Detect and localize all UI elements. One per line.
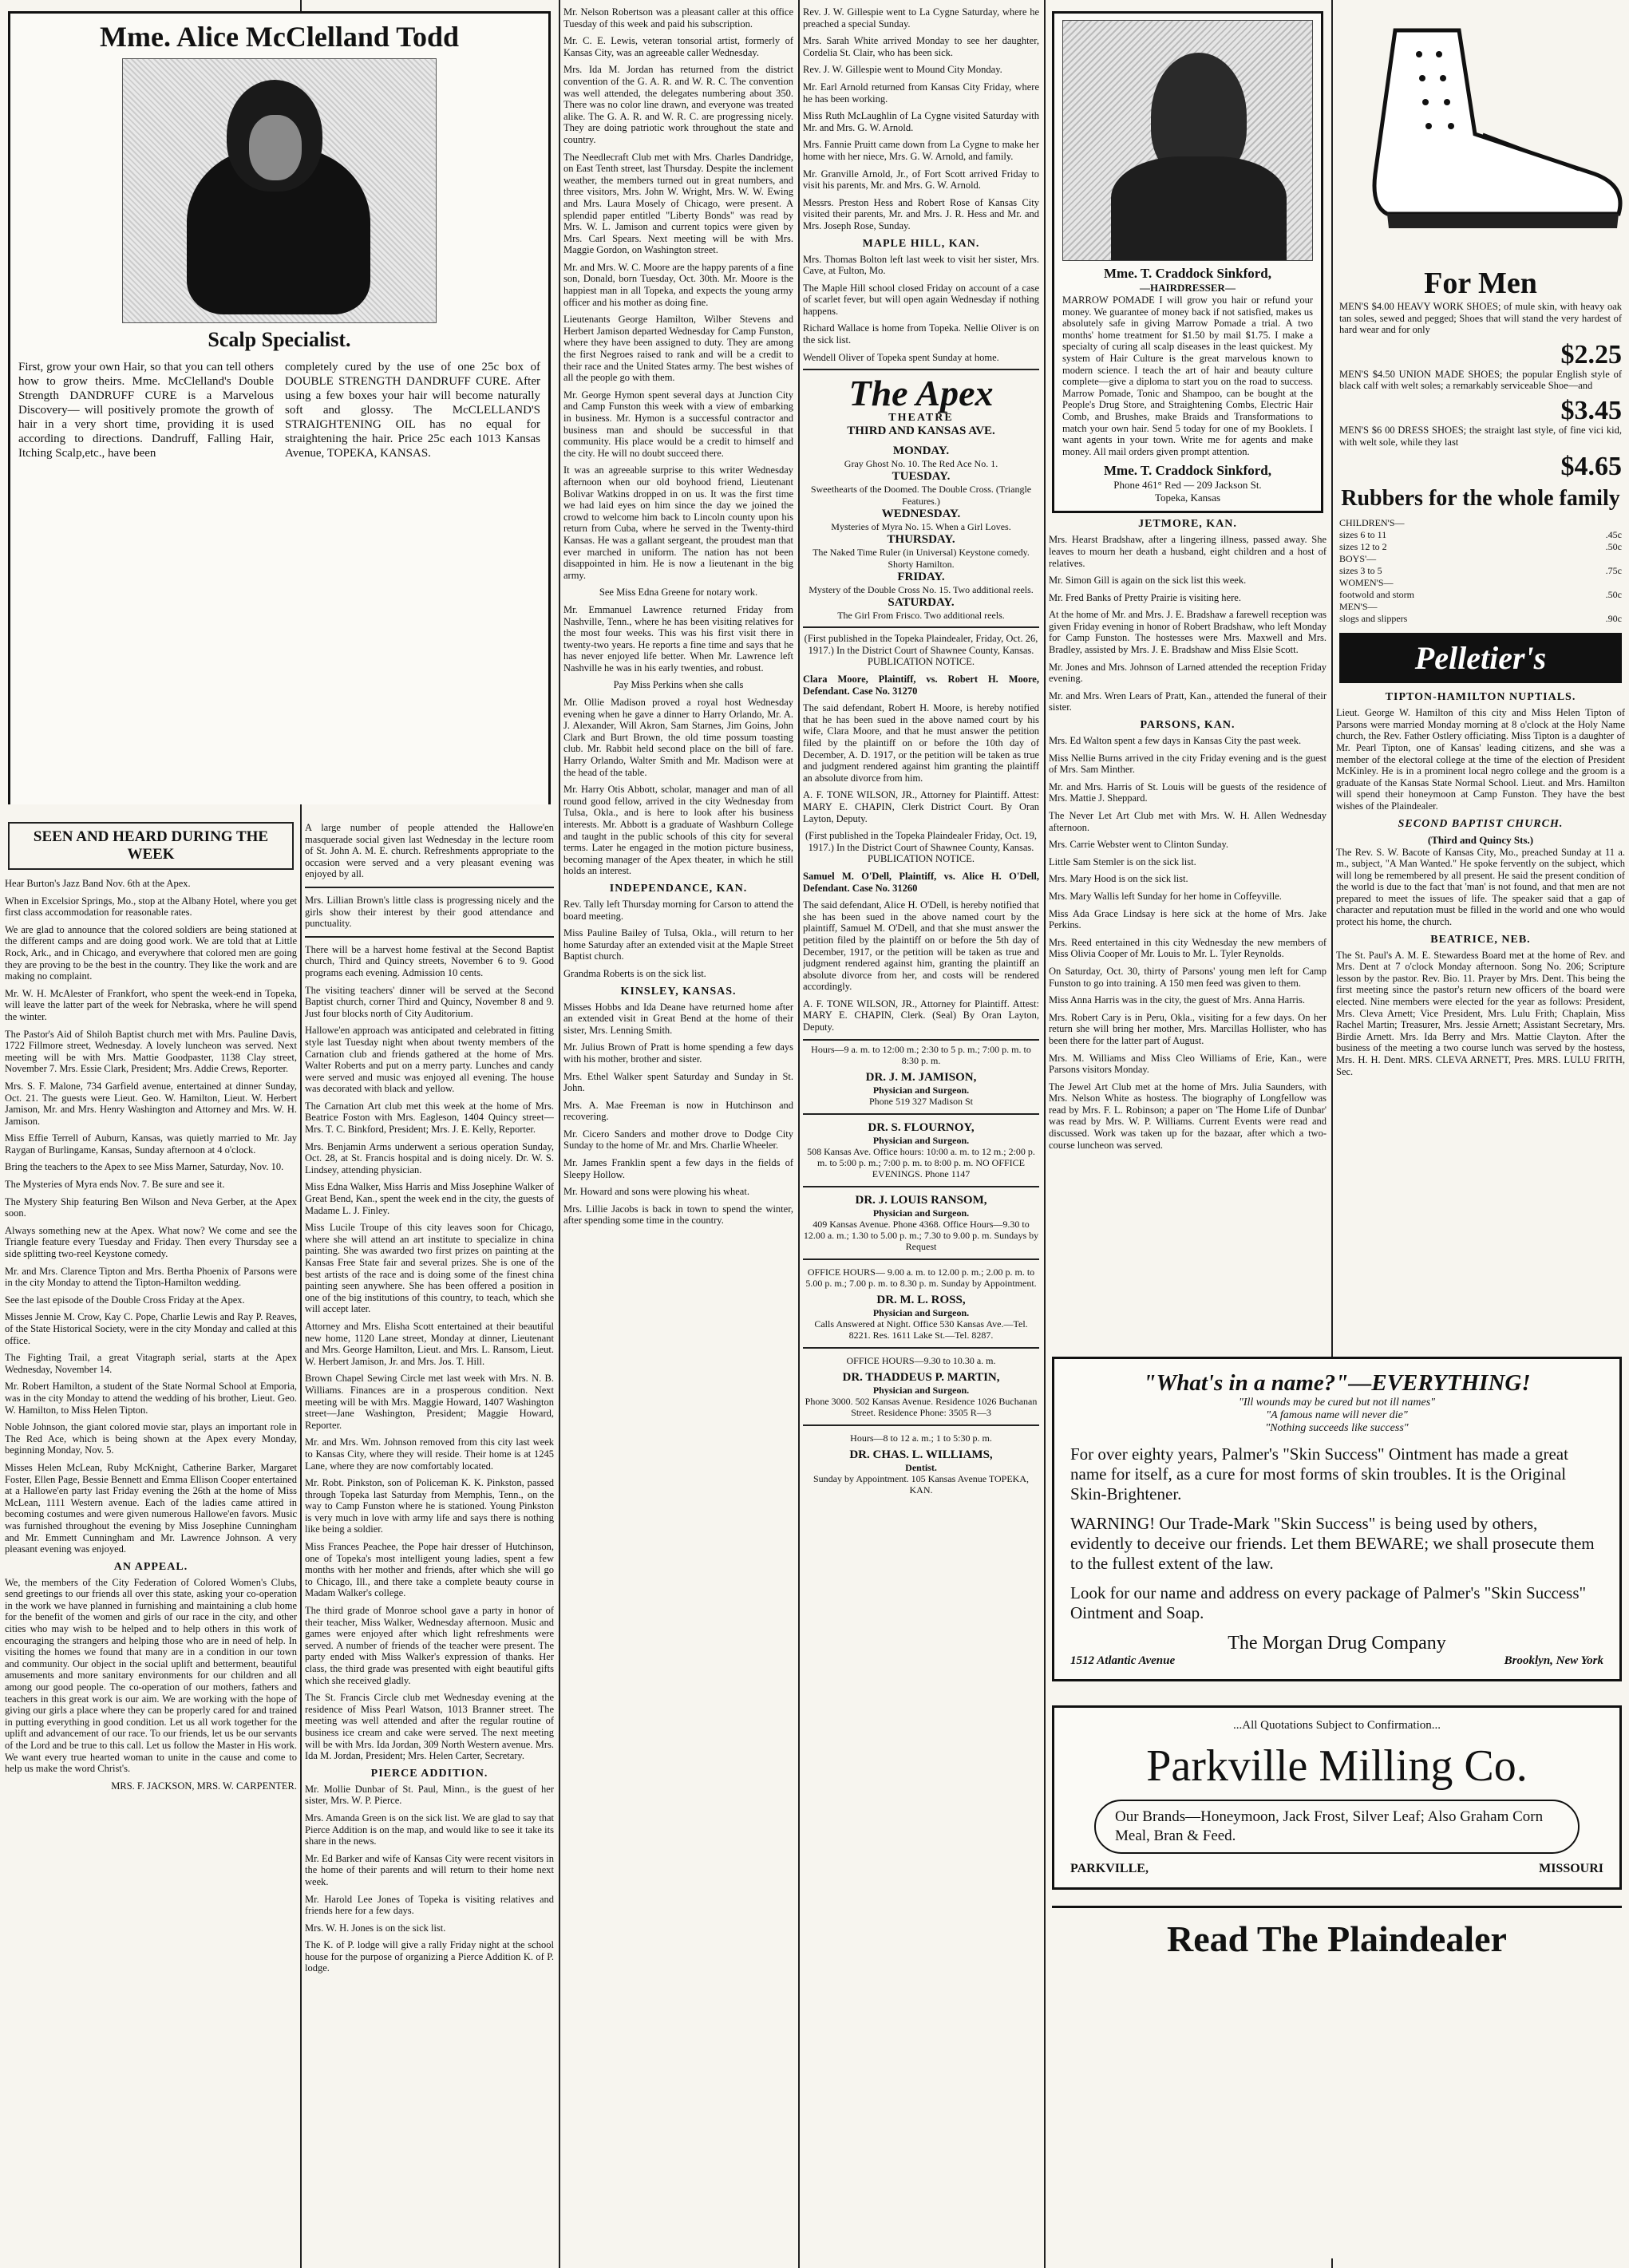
news-item: The Mysteries of Myra ends Nov. 7. Be sure and see it.	[5, 1179, 225, 1191]
schedule-bill: Sweethearts of the Doomed. The Double Cross. (Triangle Features.)	[810, 484, 1032, 508]
apex-logo: The Apex	[848, 373, 994, 414]
todd-ad-left-text: First, grow your own Hair, so that you can tell others how to grow theirs. Mme. McClelland's Double Strength DANDRUFF CURE is a Marvelous Discovery— will positively promote the growth of hair in a very short time, providing it is used according to directions. Dandruff, Falling Hair, Itching Scalp,etc., have been	[18, 361, 274, 460]
parkville-town: PARKVILLE,	[1070, 1862, 1149, 1875]
independence-heading: INDEPENDANCE, KAN.	[609, 882, 748, 895]
doctor-hours: OFFICE HOURS— 9.00 a. m. to 12.00 p. m.; 2.00 p. m. to 5.00 p. m.; 7.00 p. m. to 8.30 p. m. Sunday by Appointment.	[805, 1266, 1037, 1289]
news-item: We are glad to announce that the colored soldiers are being stationed at the different camps and are doing good work. We are told that at Little Rock, Ark., and in Chicago, and everywhere that colored men are going they are proving to be the best in the country. They like the work and are making no complaint.	[5, 923, 297, 982]
news-item: Pay Miss Perkins when she calls	[613, 679, 744, 691]
appeal-heading: AN APPEAL.	[113, 1560, 188, 1573]
parkville-name: Parkville Milling Co.	[1146, 1741, 1528, 1791]
craddock-advertisement	[1052, 11, 1323, 513]
rubber-row	[1339, 601, 1622, 613]
rubber-label: sizes 6 to 11	[1339, 529, 1387, 541]
news-item: The Mystery Ship featuring Ben Wilson and Neva Gerber, at the Apex soon.	[5, 1195, 297, 1219]
doctor-name: DR. THADDEUS P. MARTIN,	[842, 1370, 1000, 1384]
doctors-directory	[803, 1039, 1039, 1496]
schedule-bill: The Naked Time Ruler (in Universal) Keystone comedy. Shorty Hamilton.	[813, 547, 1030, 571]
pierce-heading: PIERCE ADDITION.	[370, 1767, 488, 1780]
news-item: Mr. Mollie Dunbar of St. Paul, Minn., is the guest of her sister, Mrs. W. P. Pierce.	[305, 1783, 554, 1807]
news-item: Mr. Jones and Mrs. Johnson of Larned attended the reception Friday evening.	[1049, 661, 1327, 685]
rubber-row	[1339, 529, 1622, 541]
shoe-price: $2.25	[1560, 339, 1622, 369]
column-rule	[559, 0, 560, 2268]
church-text: The Rev. S. W. Bacote of Kansas City, Mo., preached Sunday at 11 a. m., subject, "A Man Wanted." He spoke fervently on the subject, which will long be remembered by all present. He said the present condition of the world is due to the fact that 'man' is not found, and that men are not prepared to meet the issues of life. The speaker said that a gap of character and reputation must be filled in the world and one who would protect his home, the church.	[1336, 846, 1625, 928]
legal-notice: (First published in the Topeka Plaindealer Friday, Oct. 19, 1917.) In the District Court of Shawnee County, Kansas. PUBLICATION NOTICE.	[805, 830, 1038, 865]
news-item: Mr. Fred Banks of Pretty Prairie is visiting here.	[1049, 591, 1241, 603]
palmer-address: 1512 Atlantic Avenue	[1070, 1654, 1176, 1667]
news-item: Mr. W. H. McAlester of Frankfort, who spent the week-end in Topeka, will leave the latter part of the week for Nebraska, where he will spend the winter.	[5, 987, 297, 1022]
apex-theatre-ad	[803, 369, 1039, 628]
news-item: Mr. and Mrs. Wm. Johnson removed from this city last week to Kansas City, where they will reside. Their home is at 1245 Lane, where they are now comfortably located.	[305, 1436, 554, 1472]
news-item: Mr. Emmanuel Lawrence returned Friday from Nashville, Tenn., where he has been visiting relatives for the most four weeks. This was his first visit there in twenty-two years. He reports a fine time and says that he has never enjoyed life better. When Mr. Lawrence left Nashville he was in his early twenties, and robust.	[563, 603, 793, 674]
news-item: Mrs. Mary Hood is on the sick list.	[1049, 873, 1188, 885]
column-1	[5, 822, 297, 2258]
news-item: Mr. Cicero Sanders and mother drove to Dodge City Sunday to the home of Mr. and Mrs. Charlie Wheeler.	[563, 1128, 793, 1152]
shoe-illustration	[1339, 14, 1625, 254]
kinsley-heading: KINSLEY, KANSAS.	[620, 985, 737, 998]
schedule-day: TUESDAY.	[892, 470, 951, 484]
news-item: The Needlecraft Club met with Mrs. Charles Dandridge, on East Tenth street, last Thursday. Despite the inclement weather, the members turned out in great numbers, and three visitors, Mrs. John W. Wright, Mrs. W. W. Ewing and Mrs. Laura Mosely of Chicago, were present. A splendid paper entitled "Liberty Bonds" was read by Mrs. W. L. Jamison and current topics were given by Mrs. Carl Spears. Next meeting will be with Mrs. Maggie Gordon, on Washington street.	[563, 151, 793, 256]
seen-heard-box	[8, 822, 294, 870]
schedule-day: MONDAY.	[892, 445, 950, 458]
news-item: Mr. Robert Hamilton, a student of the State Normal School at Emporia, was in the city Monday to attend the wedding of his brother, Lieut. Geo. W. Hamilton, to Miss Helen Tipton.	[5, 1381, 297, 1416]
palmer-city: Brooklyn, New York	[1504, 1654, 1603, 1667]
news-item: Miss Ada Grace Lindsay is here sick at the home of Mrs. Jake Perkins.	[1049, 907, 1327, 931]
rubber-price: .75c	[1605, 565, 1622, 577]
todd-ad-box	[8, 11, 551, 804]
news-item: Attorney and Mrs. Elisha Scott entertained at their beautiful new home, 1120 Lane street, Monday at dinner, Lieutenant and Mrs. George Hamilton, Lieut. and Mrs. L. Ransom, Lieut. W. Herbert Jamison, Jr. and Mrs. Jos. T. Hill.	[305, 1320, 554, 1367]
news-item: Mr. Howard and sons were plowing his wheat.	[563, 1186, 749, 1198]
news-item: Rev. J. W. Gillespie went to La Cygne Saturday, where he preached a special Sunday.	[803, 6, 1039, 30]
news-item: Mr. Granville Arnold, Jr., of Fort Scott arrived Friday to visit his parents, Mr. and Mrs. G. W. Arnold.	[803, 168, 1039, 192]
doctor-name: DR. J. M. JAMISON,	[865, 1070, 977, 1084]
news-item: The Carnation Art club met this week at the home of Mrs. Beatrice Foston with Mrs. Eagleson, 1404 Quincy street—Mrs. T. C. Binkford, President; Mrs. J. E. Kelly, Reporter.	[305, 1100, 554, 1136]
doctor-hours: Hours—8 to 12 a. m.; 1 to 5:30 p. m.	[850, 1432, 992, 1444]
news-item: A large number of people attended the Hallowe'en masquerade social given last Wednesday in the lecture room of St. John A. M. E. church. Refreshments appropriate to the occasion were served and a very pleasant evening was enjoyed by all.	[305, 822, 554, 880]
news-item: Hallowe'en approach was anticipated and celebrated in fitting style last Tuesday night when about twenty members of the Carnation club and friends gathered at the home of Mrs. Walter Roberts and put on a merry party. Lunches and candy were served and music was enjoyed all evening. The house was decorated with black and yellow.	[305, 1025, 554, 1095]
news-item: Mrs. Lillie Jacobs is back in town to spend the winter, after spending some time in the country.	[563, 1203, 793, 1227]
news-item: At the home of Mr. and Mrs. J. E. Bradshaw a farewell reception was given Friday evening in honor of Robert Bradshaw, who left Monday for Camp Funston. The hostesses were Mrs. Maxwell and Mrs. Bradley, assisted by Mrs. J. E. Bradshaw and Miss Elsie Scott.	[1049, 609, 1327, 656]
apex-address: THIRD AND KANSAS AVE.	[847, 425, 995, 438]
palmer-quote: "A famous name will never die"	[1266, 1409, 1408, 1421]
schedule-bill: Mystery of the Double Cross No. 15. Two additional reels.	[809, 584, 1034, 596]
todd-ad-subtitle: Scalp Specialist.	[208, 328, 351, 351]
church-heading: SECOND BAPTIST CHURCH.	[1398, 817, 1564, 830]
shoe-offer: MEN'S $4.00 HEAVY WORK SHOES; of mule skin, with heavy oak tan soles, sewed and pegged; Shoes that will stand the very hardest of hard wear and for only	[1339, 301, 1622, 336]
news-item: Wendell Oliver of Topeka spent Sunday at home.	[803, 351, 999, 363]
maple-hill-heading: MAPLE HILL, KAN.	[862, 237, 980, 250]
news-item: Richard Wallace is home from Topeka. Nellie Oliver is on the sick list.	[803, 322, 1039, 346]
rubber-label: MEN'S—	[1339, 601, 1378, 613]
palmer-headline: "What's in a name?"—EVERYTHING!	[1143, 1370, 1531, 1396]
news-item: Mr. and Mrs. Harris of St. Louis will be guests of the residence of Mrs. Mattie J. Sheppard.	[1049, 780, 1327, 804]
shoe-price: $4.65	[1560, 452, 1622, 482]
palmer-quote: "Nothing succeeds like success"	[1265, 1422, 1409, 1434]
news-item: Miss Nellie Burns arrived in the city Friday evening and is the guest of Mrs. Sam Minther.	[1049, 752, 1327, 776]
doctor-extra: Calls Answered at Night. Office 530 Kansas Ave.—Tel. 8221. Res. 1611 Lake St.—Tel. 8287.	[814, 1318, 1028, 1341]
legal-notice: A. F. TONE WILSON, JR., Attorney for Plaintiff. Attest: MARY E. CHAPIN, Clerk. (Seal) By Oran Layton, Deputy.	[803, 998, 1039, 1033]
legal-notice: Clara Moore, Plaintiff, vs. Robert H. Moore, Defendant. Case No. 31270	[803, 674, 1039, 697]
news-item: Mr. Simon Gill is again on the sick list this week.	[1049, 575, 1247, 587]
news-item: Mrs. Mary Wallis left Sunday for her home in Coffeyville.	[1049, 890, 1282, 902]
doctor-extra: 409 Kansas Avenue. Phone 4368. Office Hours—9.30 to 12.00 a. m.; 1.30 to 5.00 p. m.; 7.30 to 9.00 p. m. Sundays by Request	[803, 1218, 1039, 1252]
column-rule	[1044, 0, 1046, 2268]
schedule-day: SATURDAY.	[888, 596, 955, 610]
schedule-bill: The Girl From Frisco. Two additional reels.	[837, 610, 1005, 622]
column-4	[803, 6, 1039, 2265]
news-item: Mrs. Hearst Bradshaw, after a lingering illness, passed away. She leaves to mourn her death a husband, eight children and a host of relatives.	[1049, 534, 1327, 569]
news-item: Miss Frances Peachee, the Pope hair dresser of Hutchinson, one of Topeka's most intelligent young ladies, spent a few months with her mother and friends, after which she will go to Chicago, Ill., and there take a complete beauty course in Madam Walker's college.	[305, 1541, 554, 1599]
craddock-city: Topeka, Kansas	[1154, 492, 1221, 504]
legal-notice: Samuel M. O'Dell, Plaintiff, vs. Alice H. O'Dell, Defendant. Case No. 31260	[803, 870, 1039, 894]
news-item: On Saturday, Oct. 30, thirty of Parsons' young men left for Camp Funston to go into training. A 150 men feed was given to them.	[1049, 965, 1327, 989]
jetmore-heading: JETMORE, KAN.	[1138, 518, 1237, 531]
news-item: Miss Edna Walker, Miss Harris and Miss Josephine Walker of Great Bend, Kan., spent the week end in the city, the guests of Madame L. J. Finley.	[305, 1181, 554, 1216]
news-item: Grandma Roberts is on the sick list.	[563, 967, 706, 979]
doctor-title: Physician and Surgeon.	[872, 1084, 970, 1096]
news-item: Miss Ruth McLaughlin of La Cygne visited Saturday with Mr. and Mrs. G. W. Arnold.	[803, 110, 1039, 133]
news-item: The Pastor's Aid of Shiloh Baptist church met with Mrs. Pauline Davis, 1722 Fillmore street, Wednesday. A lovely luncheon was served. Next meeting will be with Mrs. Mattie Goodpaster, 1138 Clay street, November 7. Mrs. Essie Clark, President; Mrs. Addie Crews, Reporter.	[5, 1028, 297, 1075]
news-item: Mrs. Ethel Walker spent Saturday and Sunday in St. John.	[563, 1070, 793, 1094]
news-item: Lieutenants George Hamilton, Wilber Stevens and Herbert Jamison departed Wednesday for Camp Funston, where they have been assigned to duty. They are among the first Negroes raised to rank and will be a credit to their race and the United States army. The best wishes of all the people go with them.	[563, 314, 793, 384]
news-item: Mr. and Mrs. W. C. Moore are the happy parents of a fine son, Donald, born Tuesday, Oct. 30th. Mr. Moore is the happiest man in all Topeka, and expects the young army officer and his mother as doing fine.	[563, 261, 793, 308]
news-item: Mr. James Franklin spent a few days in the fields of Sleepy Hollow.	[563, 1157, 793, 1180]
doctor-name: DR. S. FLOURNOY,	[868, 1120, 975, 1134]
news-item: There will be a harvest home festival at the Second Baptist church, Third and Quincy streets, November 6 to 9. Good programs each evening. Admission 10 cents.	[305, 943, 554, 978]
legal-notice: The said defendant, Alice H. O'Dell, is hereby notified that she has been sued in the above named court by the plaintiff, Samuel M. O'Dell, and that she must answer the petition filed by the plaintiff on or before the 5th day of December, 1917, or the petition will be taken as true and judgment rendered against him, granting the plaintiff an absolute divorce from her, and costs will be rendered accordingly.	[803, 899, 1039, 993]
news-item: It was an agreeable surprise to this writer Wednesday afternoon when our old boyhood friend, Lieutenant Bolivar Watkins dropped in on us. It was the first time we had laid eyes on him since the day we joined the crowd to welcome him back to Lincoln county upon his return from Cuba, where he served in the Twenty-third Kansas. He was a gallant sergeant, the proudest man that ever marched in uniform. The nation has not been disappointed in him. He is now a lieutenant in the big army.	[563, 464, 793, 581]
news-item: Mr. Harold Lee Jones of Topeka is visiting relatives and friends here for a few days.	[305, 1893, 554, 1917]
doctor-extra: Phone 519 327 Madison St	[868, 1095, 973, 1107]
news-item: Misses Helen McLean, Ruby McKnight, Catherine Barker, Margaret Foster, Ellen Page, Bessie Bennett and Emma Ellison Cooper entertained at a Hallowe'en party last Friday evening the 26th at the home of Miss McLean, 1111 Western avenue. Each of the ladies came attired in becoming costumes and were given numerous Hallowe'en favors. Music was furnished throughout the evening by Miss Josephine Cunningham and Mr. Emmett Cunningham and Mr. Lawrence Johnson. A very pleasant evening was enjoyed.	[5, 1461, 297, 1555]
rubber-row	[1339, 517, 1622, 529]
rubber-label: footwold and storm	[1339, 589, 1414, 601]
news-item: Mr. Ollie Madison proved a royal host Wednesday evening when he gave a dinner to Harry Orlando, Mr. A. J. Alexander, Will Akron, Sam Starnes, Jim Goins, John Clark and Burt Brown, the old time possum toasting club. Mr. Rabbit held second place on the bill of fare. Harry Orlando, Walter Smith and Mr. Madison were at the head of the table.	[563, 697, 793, 778]
schedule-day: FRIDAY.	[897, 571, 945, 584]
doctor-extra: Sunday by Appointment. 105 Kansas Avenue TOPEKA, KAN.	[813, 1472, 1029, 1496]
news-item: Mr. Ed Barker and wife of Kansas City were recent visitors in the home of their parents and will return to their home next week.	[305, 1852, 554, 1887]
parsons-heading: PARSONS, KAN.	[1140, 719, 1236, 732]
rubber-row	[1339, 541, 1622, 553]
news-item: Mrs. Benjamin Arms underwent a serious operation Sunday, Oct. 28, at St. Francis hospital and is doing nicely. Dr. W. S. Lindsey, attending physician.	[305, 1140, 554, 1175]
news-item: Mr. George Hymon spent several days at Junction City and Camp Funston this week with a view of embarking in business. Mr. Hymon is a successful contractor and business man and should be successful in that community. His place would be a credit to himself and the city. He will no doubt succeed there.	[563, 389, 793, 459]
rubber-price: .45c	[1605, 529, 1622, 541]
news-item: Mrs. Fannie Pruitt came down from La Cygne to make her home with her niece, Mrs. G. W. Arnold, and family.	[803, 139, 1039, 162]
news-item: Mr. Robt. Pinkston, son of Policeman K. K. Pinkston, passed through Topeka last Saturday from Memphis, Tenn., on the way to Camp Funston where he is stationed. Young Pinkston is very much in love with army life and says there is nothing like being a soldier.	[305, 1477, 554, 1535]
wedding-heading: TIPTON-HAMILTON NUPTIALS.	[1385, 691, 1576, 704]
todd-ad-title: Mme. Alice McClelland Todd	[100, 21, 459, 53]
news-item: Miss Lucile Troupe of this city leaves soon for Chicago, where she will attend an art institute to specialize in china painting. She was awarded two first prizes on painting at the Kansas Free State fair and several prizes. She is one of the best artists of the race and is doing some of the finest china painting seen anywhere. She has been offered a position in one of the big institutions of this country, to teach, which she will accept later.	[305, 1222, 554, 1315]
schedule-bill: Mysteries of Myra No. 15. When a Girl Loves.	[831, 521, 1011, 533]
doctor-name: DR. M. L. ROSS,	[876, 1293, 966, 1306]
parkville-top: ...All Quotations Subject to Confirmation...	[1233, 1719, 1441, 1732]
doctor-hours: Hours—9 a. m. to 12:00 m.; 2:30 to 5 p. m.; 7:00 p. m. to 8:30 p. m.	[811, 1043, 1031, 1066]
appeal-signature: MRS. F. JACKSON, MRS. W. CARPENTER.	[111, 1780, 297, 1792]
rubber-label: BOYS'—	[1339, 553, 1377, 565]
news-item: The Maple Hill school closed Friday on account of a case of scarlet fever, but will open again Wednesday if nothing happens.	[803, 282, 1039, 317]
craddock-phone: Phone 461° Red — 209 Jackson St.	[1113, 479, 1262, 492]
news-item: Always something new at the Apex. What now? We come and see the Triangle feature every Tuesday and Friday. Then every Thursday see a side splitting two-reel Keystone comedy.	[5, 1224, 297, 1260]
rubber-label: sizes 12 to 2	[1339, 541, 1387, 553]
rubber-row	[1339, 577, 1622, 589]
doctor-title: Physician and Surgeon.	[872, 1306, 970, 1318]
parkville-state: MISSOURI	[1539, 1862, 1603, 1875]
palmer-quote: "Ill wounds may be cured but not ill names"	[1238, 1397, 1436, 1409]
craddock-role: —HAIRDRESSER—	[1140, 282, 1236, 294]
craddock-photo	[1062, 20, 1313, 261]
shoe-price: $3.45	[1560, 395, 1622, 425]
news-item: Rev. Tally left Thursday morning for Carson to attend the board meeting.	[563, 898, 793, 922]
rubber-price: .50c	[1605, 541, 1622, 553]
todd-advertisement	[5, 6, 554, 804]
shoe-offer: MEN'S $6 00 DRESS SHOES; the straight last style, of fine vici kid, with welt sole, while they last	[1339, 424, 1622, 448]
schedule-day: WEDNESDAY.	[881, 508, 961, 521]
news-item: Mrs. M. Williams and Miss Cleo Williams of Erie, Kan., were Parsons visitors Monday.	[1049, 1052, 1327, 1076]
news-item: Rev. J. W. Gillespie went to Mound City Monday.	[803, 64, 1002, 76]
parkville-brands: Our Brands—Honeymoon, Jack Frost, Silver Leaf; Also Graham Corn Meal, Bran & Feed.	[1094, 1800, 1580, 1854]
doctor-extra: 508 Kansas Ave. Office hours: 10:00 a. m. to 12 m.; 2:00 p. m. to 5:00 p. m.; 7:00 p. m. to 8:00 p. m. NO OFFICE EVENINGS. Phone 1147	[807, 1145, 1035, 1179]
read-plaindealer-banner: Read The Plaindealer	[1052, 1906, 1622, 1960]
todd-ad-right-text: completely cured by the use of one 25c box of DOUBLE STRENGTH DANDRUFF CURE. After using a few boxes your hair will become naturally soft and glossy. The McCLELLAND'S STRAIGHTENING OIL has no equal for straightening the hair. Price 25c each 1013 Kansas Avenue, TOPEKA, KANSAS.	[285, 361, 540, 460]
news-item: Mr. and Mrs. Wren Lears of Pratt, Kan., attended the funeral of their sister.	[1049, 689, 1327, 713]
news-item: When in Excelsior Springs, Mo., stop at the Albany Hotel, where you get first class accommodation for reasonable rates.	[5, 895, 297, 919]
rubber-price: .90c	[1605, 613, 1622, 625]
news-item: The third grade of Monroe school gave a party in honor of their teacher, Miss Walker, Wednesday afternoon. Music and games were enjoyed after which light refreshments were served. A number of friends of the teacher were present. The party ended with Miss Walker's expression of thanks. Her class, the third grade was presented with eight beautiful gifts which she received gladly.	[305, 1605, 554, 1686]
news-item: Mrs. A. Mae Freeman is now in Hutchinson and recovering.	[563, 1099, 793, 1123]
column-2	[305, 822, 554, 2258]
news-item: Mrs. Lillian Brown's little class is progressing nicely and the girls show their interest by their good attendance and punctuality.	[305, 894, 554, 930]
palmer-paragraph: Look for our name and address on every package of Palmer's "Skin Success" Ointment and Soap.	[1070, 1583, 1587, 1622]
palmer-advertisement	[1052, 1357, 1622, 1681]
news-item: Mrs. Ed Walton spent a few days in Kansas City the past week.	[1049, 735, 1302, 747]
news-item: Mrs. Sarah White arrived Monday to see her daughter, Cordelia St. Clair, who has been sick.	[803, 35, 1039, 58]
news-item: See the last episode of the Double Cross Friday at the Apex.	[5, 1294, 245, 1306]
shoe-ad-title: For Men	[1424, 267, 1537, 300]
legal-notice: (First published in the Topeka Plaindealer, Friday, Oct. 26, 1917.) In the District Court of Shawnee County, Kansas. PUBLICATION NOTICE.	[804, 633, 1038, 668]
news-item: Little Sam Stemler is on the sick list.	[1049, 855, 1196, 867]
beatrice-text: The St. Paul's A. M. E. Stewardess Board met at the home of Rev. and Mrs. Dent at 7 o'clock Monday afternoon. Song No. 206; Scripture lesson by the pastor. Rev. Bio. 11. Prayer by Mrs. Dent. This being the first meeting since the pastor's return new officers of the board were elected. Nine members were elected for the year as follows: President, Mrs. Cleva Arnett; Vice President, Mrs. Lulu Frith; Chaplain, Miss Rachel Martin; Treasurer, Mrs. Jessie Arnett; Assistant Secretary, Mrs. Birdie Arnett. Mrs. Ida Berry and Mrs. Mattie Clayton. After the business of the meeting a two course lunch was served by the hostess, Mrs. H. H. Dent. MRS. CLEVA ARNETT, Pres. MRS. LULU FRITH, Sec.	[1336, 949, 1625, 1077]
doctor-title: Physician and Surgeon.	[872, 1134, 970, 1146]
schedule-bill: Gray Ghost No. 10. The Red Ace No. 1.	[844, 458, 998, 470]
news-item: The Never Let Art Club met with Mrs. W. H. Allen Wednesday afternoon.	[1049, 810, 1327, 833]
doctor-title: Physician and Surgeon.	[872, 1207, 970, 1219]
news-item: The Fighting Trail, a great Vitagraph serial, starts at the Apex Wednesday, November 14.	[5, 1352, 297, 1375]
news-item: Mr. Julius Brown of Pratt is home spending a few days with his mother, brother and sister.	[563, 1041, 793, 1065]
apex-theatre-label: THEATRE	[888, 412, 954, 425]
news-item: Messrs. Preston Hess and Robert Rose of Kansas City visited their parents, Mr. and Mrs. J. R. Hess and Mr. and Mrs. Joseph Rose, Sunday.	[803, 196, 1039, 231]
portrait-image	[122, 58, 437, 323]
doctor-name: DR. CHAS. L. WILLIAMS,	[849, 1448, 993, 1461]
news-item: Mrs. Amanda Green is on the sick list. We are glad to say that Pierce Addition is on the map, and would like to see it take its share in the news.	[305, 1812, 554, 1847]
rubber-price: .50c	[1605, 589, 1622, 601]
craddock-body: MARROW POMADE I will grow you hair or refund your money. We guarantee of money back if not satisfied, makes us absolutely safe in giving Marrow Pomade a trial. A two months' home treatment for $1.50 by mail $1.75. I make a specialty of curing all scalp diseases in the least quickest. My system of Hair Culture is the great marvelous known to modern science. I teach the art of hair and beauty culture complete—give a diploma to start you on the road to success. Marrow Pomade, Tonic and Shampoo, can be bought at the People's Drug Store, and Straightening Combs, Electric Hair Comb, and Brushes, make Braids and Transformations to match your own hair. Send 5 today for one of my Booklets. I want agents in your town. Write me for agents and make money. All mail orders given prompt attention.	[1062, 294, 1313, 457]
news-item: See Miss Edna Greene for notary work.	[599, 587, 758, 599]
news-item: Noble Johnson, the giant colored movie star, plays an important role in The Red Ace, which is being shown at the Apex every Monday, beginning Monday, Nov. 5.	[5, 1421, 297, 1456]
news-item: The St. Francis Circle club met Wednesday evening at the residence of Miss Pearl Watson, 1013 Branner street. The meeting was well attended and after the regular routine of business ice cream and cake were served. The next meeting will be with Mrs. Ida Jordan, 309 North Western avenue. Mrs. Ida M. Jordan, President; Mrs. Helen Carter, Secretary.	[305, 1692, 554, 1762]
shoe-offer: MEN'S $4.50 UNION MADE SHOES; the popular English style of black calf with welt soles; a remarkably serviceable Shoe—and	[1339, 368, 1622, 392]
doctor-title: Physician and Surgeon.	[872, 1384, 970, 1396]
bottom-right-ads	[1049, 1357, 1625, 2258]
news-item: Miss Effie Terrell of Auburn, Kansas, was quietly married to Mr. Jay Raygan of Burlingame, Kansas, Sunday afternoon at 4 o'clock.	[5, 1132, 297, 1156]
column-3	[563, 6, 793, 2265]
news-item: Brown Chapel Sewing Circle met last week with Mrs. N. B. Williams. Finances are in a prosperous condition. Next meeting will be with Mrs. Maggie Howard, 1407 Washington street—Jane Washington, President; Maggie Howard, Reporter.	[305, 1373, 554, 1431]
news-item: Miss Anna Harris was in the city, the guest of Mrs. Anna Harris.	[1049, 994, 1306, 1006]
rubber-row	[1339, 613, 1622, 625]
rubber-label: CHILDREN'S—	[1339, 517, 1405, 529]
news-item: Mrs. Carrie Webster went to Clinton Sunday.	[1049, 839, 1229, 851]
news-item: The K. of P. lodge will give a rally Friday night at the school house for the purpose of organizing a Pierce Addition K. of P. lodge.	[305, 1939, 554, 1974]
appeal-text: We, the members of the City Federation of Colored Women's Clubs, send greetings to our friends all over this state, asking your co-operation in the work we have planned in furnishing and maintaining a club home for the benefit of the women and girls of our race in the city, and other cities who may wish to be helped and to help others in this work of encouraging the strangers and helping those who are in need of help. In visiting the homes we found that many are in a condition in our town and community. Our object in the social uplift and betterment, beautiful amusements and more sanitary environments for our children and all among our good people. The co-operation of our mothers, fathers and teachers in this great work is our aim. We are working with the hope of giving our girls a place where they can be properly cared for and trained in putting everything in good condition. Let us all work together for the uplift and advancement of our race. To our friends, let us be our servants of the Lord and be true to this call. Let us follow the Master in His work. We want every true hearted woman to unite in the cause and come to help us make the word Christ's.	[5, 1576, 297, 1775]
rubber-label: slogs and slippers	[1339, 613, 1408, 625]
craddock-footer-name: Mme. T. Craddock Sinkford,	[1103, 463, 1271, 479]
church-subheading: (Third and Quincy Sts.)	[1427, 833, 1534, 846]
column-rule	[798, 0, 800, 2268]
news-item: Mrs. Thomas Bolton left last week to visit her sister, Mrs. Cave, at Fulton, Mo.	[803, 253, 1039, 277]
news-item: Mrs. Robert Cary is in Peru, Okla., visiting for a few days. On her return she will bring her mother, Mrs. Marcillas Hollister, who has been there for the latter part of August.	[1049, 1011, 1327, 1046]
doctor-extra: Phone 3000. 502 Kansas Avenue. Residence 1026 Buchanan Street. Residence Phone: 3505 R—3	[805, 1395, 1038, 1418]
beatrice-heading: BEATRICE, NEB.	[1430, 933, 1531, 946]
news-item: Mr. C. E. Lewis, veteran tonsorial artist, formerly of Kansas City, was an agreeable caller Wednesday.	[563, 35, 793, 58]
news-item: Mrs. Ida M. Jordan has returned from the district convention of the G. A. R. and W. R. C. The convention was well attended, the delegates numbering about 350. There was no color line drawn, and everyone was treated alike. The G. A. R. and W. R. C. are progressing nicely. They are doing patriotic work throughout the state and country.	[563, 64, 793, 145]
palmer-company: The Morgan Drug Company	[1228, 1633, 1446, 1654]
rubber-label: sizes 3 to 5	[1339, 565, 1382, 577]
pelletiers-logo: Pelletier's	[1339, 633, 1622, 683]
rubbers-title: Rubbers for the whole family	[1341, 486, 1620, 512]
news-item: Mr. Harry Otis Abbott, scholar, manager and man of all round good fellow, arrived in the city Wednesday from Tulsa, Okla., and is here to look after his business interests. Mr. Abbott is a graduate of Washburn College and taught in the public schools of this city for several terms. Later he engaged in the motion picture business, becoming manager of the Apex theater, in which he still holds an interest.	[563, 784, 793, 877]
news-item: The visiting teachers' dinner will be served at the Second Baptist church, corner Third and Quincy, November 8 and 9. Just four blocks north of City Auditorium.	[305, 984, 554, 1019]
rubber-row	[1339, 589, 1622, 601]
rubber-row	[1339, 553, 1622, 565]
doctor-name: DR. J. LOUIS RANSOM,	[855, 1193, 987, 1207]
news-item: Mr. Earl Arnold returned from Kansas City Friday, where he has been working.	[803, 81, 1039, 105]
palmer-paragraph: For over eighty years, Palmer's "Skin Success" Ointment has made a great name for itself, as a cure for most forms of skin troubles. It is the Original Skin-Brightener.	[1070, 1444, 1568, 1503]
schedule-day: THURSDAY.	[887, 533, 955, 547]
news-item: Misses Jennie M. Crow, Kay C. Pope, Charlie Lewis and Ray P. Reaves, of the State Historical Society, were in the city Monday and called at this office.	[5, 1311, 297, 1346]
news-item: Miss Pauline Bailey of Tulsa, Okla., will return to her home Saturday after an extended visit at the Maple Street Baptist church.	[563, 927, 793, 962]
news-item: The Jewel Art Club met at the home of Mrs. Julia Saunders, with Mrs. Nelson White as hostess. The biography of Longfellow was read by Mrs. F. L. Robinson; a paper on 'The Home Life of Dunbar' was read by Mrs. W. P. Williams. Current Events were read and discussed. Work was taken up for the bazaar, after which a two-course luncheon was served.	[1049, 1081, 1327, 1151]
news-item: Misses Hobbs and Ida Deane have returned home after an extended visit in Great Bend at the home of their sister, Mrs. Lenning Smith.	[563, 1001, 793, 1036]
rubber-label: WOMEN'S—	[1339, 577, 1394, 589]
doctor-hours: OFFICE HOURS—9.30 to 10.30 a. m.	[846, 1354, 996, 1366]
news-item: Mr. and Mrs. Clarence Tipton and Mrs. Bertha Phoenix of Parsons were in the city Monday to attend the Tipton-Hamilton wedding.	[5, 1265, 297, 1289]
apex-schedule	[803, 445, 1039, 622]
doctor-title: Dentist.	[905, 1461, 937, 1473]
legal-notice: The said defendant, Robert H. Moore, is hereby notified that he has been sued in the above named court by his wife, Clara Moore, and that he must answer the petition filed by the plaintiff on or before the 10th day of December, A. D. 1917, or the petition will be taken as true and judgment rendered against him granting the plaintiff an absolute divorce from him.	[803, 702, 1039, 784]
pelletiers-shoe-ad	[1336, 6, 1625, 683]
rubber-row	[1339, 565, 1622, 577]
legal-notice: A. F. TONE WILSON, JR., Attorney for Plaintiff. Attest: MARY E. CHAPIN, Clerk District Court. By Oran Layton, Deputy.	[803, 789, 1039, 824]
news-item: Hear Burton's Jazz Band Nov. 6th at the Apex.	[5, 878, 191, 889]
news-item: Mrs. Reed entertained in this city Wednesday the new members of Miss Olivia Cooper of Mr. Louis to Mr. L. Tyler Reynolds.	[1049, 936, 1327, 960]
news-item: Bring the teachers to the Apex to see Miss Marner, Saturday, Nov. 10.	[5, 1161, 284, 1173]
news-item: Mr. Nelson Robertson was a pleasant caller at this office Tuesday of this week and paid his subscription.	[563, 6, 793, 30]
news-item: Mrs. S. F. Malone, 734 Garfield avenue, entertained at dinner Sunday, Oct. 21. The guests were Lieut. Geo. W. Hamilton, Lieut. W. Herbert Jamison, Mr. and Mrs. Henry Washington and Attorney and Mrs. W. H. Jamison.	[5, 1080, 297, 1127]
parkville-advertisement	[1052, 1705, 1622, 1890]
craddock-name: Mme. T. Craddock Sinkford,	[1103, 266, 1271, 281]
news-item: Mrs. W. H. Jones is on the sick list.	[305, 1922, 446, 1934]
section-title: SEEN AND HEARD DURING THE WEEK	[33, 828, 269, 863]
palmer-paragraph: WARNING! Our Trade-Mark "Skin Success" is being used by others, evidently to deceive our friends. Let them BEWARE; we shall prosecute them to the fullest extent of the law.	[1070, 1514, 1595, 1573]
wedding-text: Lieut. George W. Hamilton of this city and Miss Helen Tipton of Parsons were married Monday morning at 8 o'clock at the Holy Name church, the Rev. Father Ostlery officiating. Miss Tipton is a daughter of Mr. Pearl Tipton, one of Kansas' leading citizens, and she was a member of the electoral college at the time of the election of President McKinley. He is in a prominent local negro college and the groom is a graduate of the Kansas State Normal School. Lieut. and Mrs. Hamilton will spend their honeymoon at Camp Funston. They have the best wishes of the Plaindealer.	[1336, 707, 1625, 812]
